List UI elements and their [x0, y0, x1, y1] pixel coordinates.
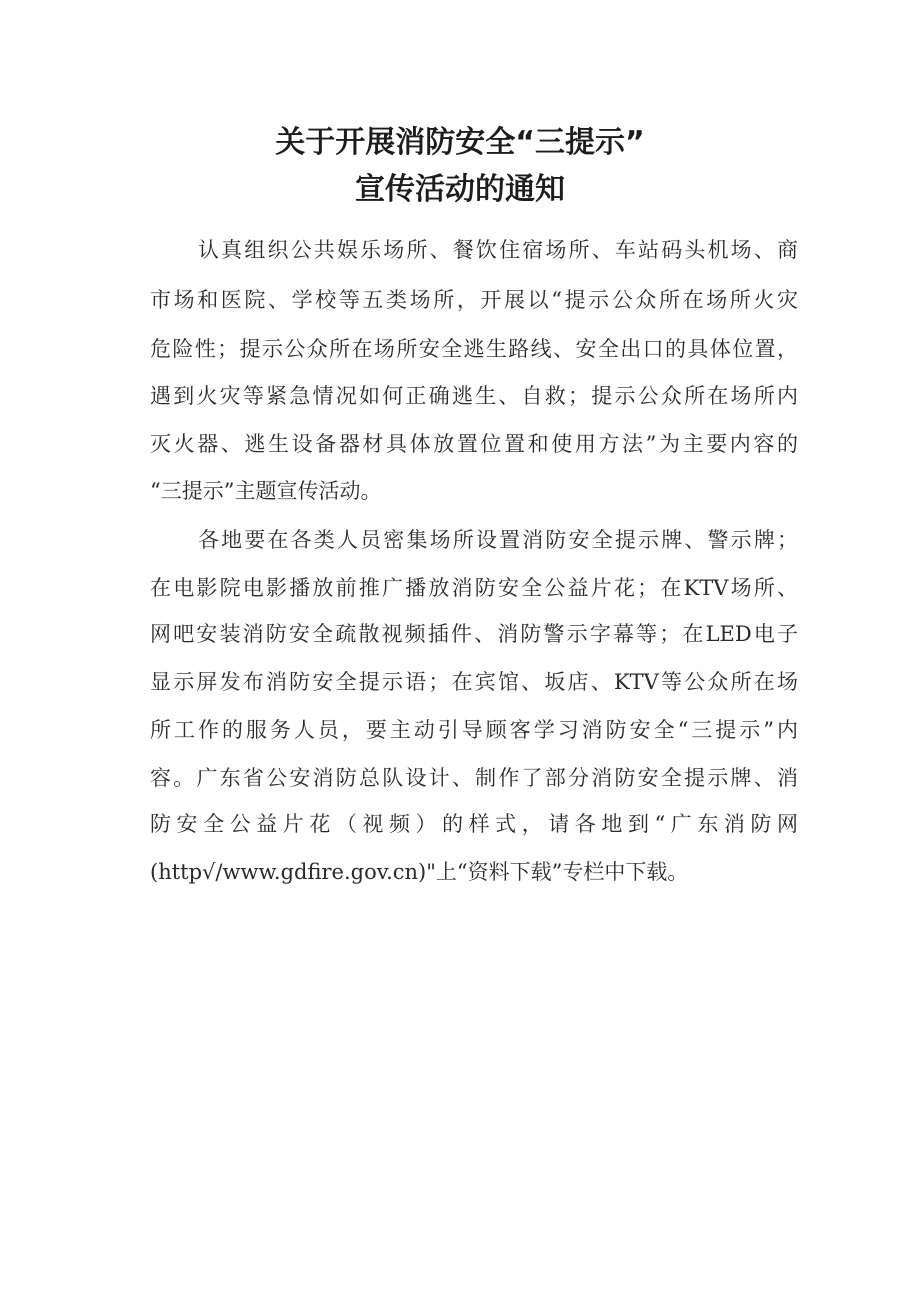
paragraph-2-line-8: (http√/www.gdfire.gov.cn)"上“资料下载”专栏中下载。	[150, 860, 689, 884]
paragraph-2-line-7: 防安全公益片花（视频）的样式，请各地到“广东消防网	[150, 812, 798, 836]
paragraph-2-line-1: 各地要在各类人员密集场所设置消防安全提示牌、警示牌；	[198, 528, 798, 552]
paragraph-1-line-3: 危险性；提示公众所在场所安全逃生路线、安全出口的具体位置，	[150, 337, 798, 361]
paragraph-2-line-3: 网吧安装消防安全疏散视频插件、消防警示字幕等；在LED电子	[150, 622, 798, 646]
paragraph-2-line-5: 所工作的服务人员，要主动引导顾客学习消防安全“三提示”内	[150, 718, 798, 742]
paragraph-1-line-6: “三提示”主题宣传活动。	[150, 479, 382, 503]
paragraph-2-line-6: 容。广东省公安消防总队设计、制作了部分消防安全提示牌、消	[150, 766, 798, 790]
paragraph-1-line-2: 市场和医院、学校等五类场所，开展以“提示公众所在场所火灾	[150, 288, 798, 312]
paragraph-1-line-5: 灭火器、逃生设备器材具体放置位置和使用方法”为主要内容的	[150, 432, 798, 456]
document-title-line-2: 宣传活动的通知	[355, 172, 565, 207]
paragraph-1-line-1: 认真组织公共娱乐场所、餐饮住宿场所、车站码头机场、商	[198, 238, 798, 262]
paragraph-2-line-2: 在电影院电影播放前推广播放消防安全公益片花；在KTV场所、	[150, 576, 798, 600]
document-title-line-1: 关于开展消防安全“三提示”	[275, 125, 645, 160]
paragraph-1-line-4: 遇到火灾等紧急情况如何正确逃生、自救；提示公众所在场所内	[150, 384, 798, 408]
paragraph-2-line-4: 显示屏发布消防安全提示语；在宾馆、坂店、KTV等公众所在场	[150, 670, 798, 694]
